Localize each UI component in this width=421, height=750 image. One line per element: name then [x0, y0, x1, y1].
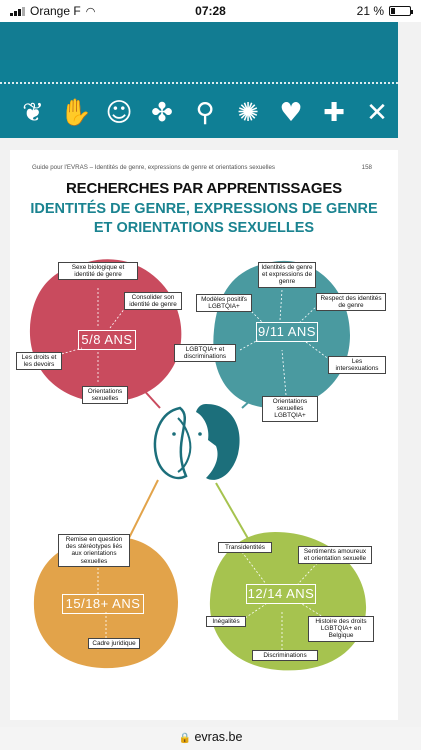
- topic-label: Inégalités: [206, 616, 246, 627]
- topic-label: LGBTQIA+ et discriminations: [174, 344, 236, 362]
- page-subtitle: IDENTITÉS DE GENRE, EXPRESSIONS DE GENRE ET ORIENTATIONS SEXUELLES: [30, 201, 378, 236]
- banner-icon-row: [14, 94, 396, 132]
- hand-sparkle-icon: ✺: [237, 98, 259, 128]
- hands-icon: ✋: [59, 98, 93, 128]
- age-badge-5-8: 5/8 ANS: [78, 330, 136, 350]
- connector-12-14: [216, 483, 250, 542]
- battery-level: 21 %: [356, 4, 384, 18]
- puzzle-icon: ✤: [151, 98, 173, 128]
- topic-label: Discriminations: [252, 650, 318, 661]
- status-bar: [0, 0, 421, 22]
- header-text: Guide pour l'EVRAS – Identités de genre, expressions de genre et orientations sexuelles: [32, 164, 275, 171]
- topic-label: Identités de genre et expressions de genre: [258, 262, 316, 288]
- url-text: evras.be: [194, 730, 243, 744]
- topic-label: Histoire des droits LGBTQIA+ en Belgique: [308, 616, 374, 642]
- page-number: 158: [361, 164, 372, 171]
- dotted-divider: [0, 82, 398, 86]
- topic-label: Orientations sexuelles LGBTQIA+: [262, 396, 318, 422]
- topic-label: Consolider son identité de genre: [124, 292, 182, 310]
- faces-icon: [155, 404, 240, 480]
- magnifier-icon: ⚲: [195, 98, 215, 128]
- bandage-cross-icon: ✕: [366, 98, 388, 128]
- bandage-icon: ✚: [323, 98, 345, 128]
- topic-label: Sentiments amoureux et orientation sexuelle: [298, 546, 372, 564]
- topic-label: Sexe biologique et identité de genre: [58, 262, 138, 280]
- topic-label: Respect des identités de genre: [316, 293, 386, 311]
- age-badge-9-11: 9/11 ANS: [256, 322, 318, 342]
- wifi-icon: ◠: [85, 5, 96, 18]
- address-bar[interactable]: [0, 727, 421, 750]
- person-icon: ☺: [105, 98, 133, 128]
- topic-label: Remise en question des stéréotypes liés aux orientations sexuelles: [58, 534, 130, 567]
- topic-label: Les droits et les devoirs: [16, 352, 62, 370]
- document-page: [10, 150, 398, 720]
- carrier-name: Orange F: [30, 4, 81, 18]
- heart-plus-icon: ♥: [279, 98, 303, 128]
- topic-label: Modèles positifs LGBTQIA+: [196, 294, 252, 312]
- page-title: RECHERCHES PAR APPRENTISSAGES: [66, 180, 342, 197]
- clock: 07:28: [195, 4, 226, 18]
- lock-icon: 🔒: [178, 733, 191, 744]
- topic-label: Les intersexuations: [328, 356, 386, 374]
- connector-15-18: [128, 480, 158, 540]
- header-banner: [0, 22, 398, 138]
- age-badge-12-14: 12/14 ANS: [246, 584, 316, 604]
- topic-label: Transidentités: [218, 542, 272, 553]
- battery-icon: [389, 6, 411, 16]
- age-badge-15-18: 15/18+ ANS: [62, 594, 144, 614]
- topic-label: Orientations sexuelles: [82, 386, 128, 404]
- hearts-icon: ❦: [22, 98, 44, 128]
- topic-label: Cadre juridique: [88, 638, 140, 649]
